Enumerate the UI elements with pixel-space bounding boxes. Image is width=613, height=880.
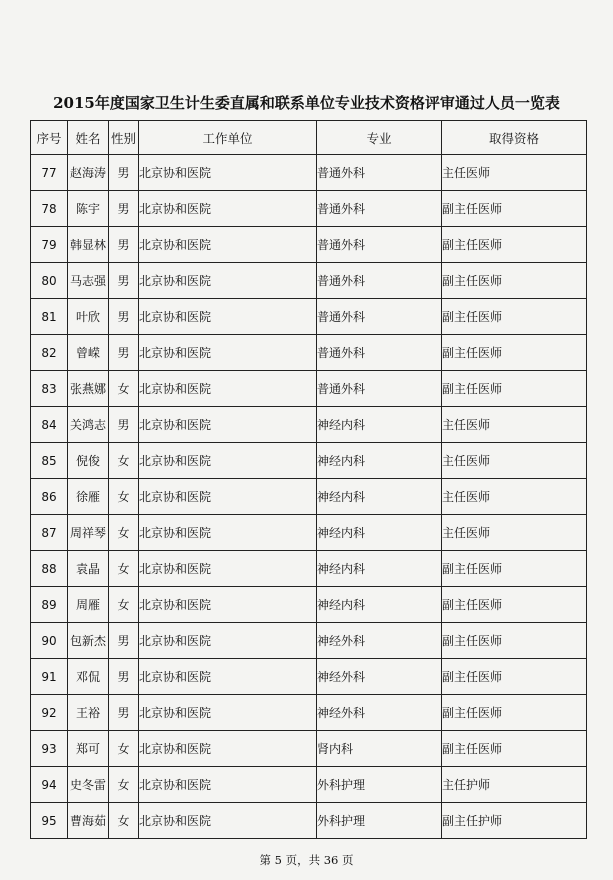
cell-row-number: 80 xyxy=(31,263,68,299)
cell-work-unit: 北京协和医院 xyxy=(139,587,317,623)
cell-work-unit: 北京协和医院 xyxy=(139,155,317,191)
cell-row-number: 81 xyxy=(31,299,68,335)
cell-qualification: 副主任医师 xyxy=(442,587,587,623)
table-row xyxy=(31,587,587,623)
cell-row-number: 89 xyxy=(31,587,68,623)
cell-row-number: 88 xyxy=(31,551,68,587)
cell-row-number: 92 xyxy=(31,695,68,731)
cell-row-number: 86 xyxy=(31,479,68,515)
table-row xyxy=(31,731,587,767)
cell-work-unit: 北京协和医院 xyxy=(139,659,317,695)
table-row xyxy=(31,515,587,551)
table-row xyxy=(31,407,587,443)
cell-qualification: 副主任医师 xyxy=(442,659,587,695)
cell-row-number: 77 xyxy=(31,155,68,191)
cell-person-name: 王裕 xyxy=(68,695,109,731)
cell-qualification: 主任护师 xyxy=(442,767,587,803)
cell-person-name: 包新杰 xyxy=(68,623,109,659)
cell-person-name: 袁晶 xyxy=(68,551,109,587)
cell-person-name: 史冬雷 xyxy=(68,767,109,803)
cell-row-number: 78 xyxy=(31,191,68,227)
table-row xyxy=(31,623,587,659)
cell-specialty: 普通外科 xyxy=(317,335,442,371)
cell-qualification: 副主任医师 xyxy=(442,299,587,335)
column-header-qualification: 取得资格 xyxy=(442,121,587,155)
table-row xyxy=(31,299,587,335)
cell-person-name: 周祥琴 xyxy=(68,515,109,551)
cell-qualification: 副主任医师 xyxy=(442,695,587,731)
cell-qualification: 副主任医师 xyxy=(442,191,587,227)
cell-row-number: 93 xyxy=(31,731,68,767)
cell-row-number: 85 xyxy=(31,443,68,479)
cell-work-unit: 北京协和医院 xyxy=(139,407,317,443)
cell-specialty: 神经内科 xyxy=(317,407,442,443)
cell-person-name: 张燕娜 xyxy=(68,371,109,407)
cell-gender: 女 xyxy=(109,587,139,623)
table-row xyxy=(31,443,587,479)
cell-person-name: 郑可 xyxy=(68,731,109,767)
cell-specialty: 神经内科 xyxy=(317,479,442,515)
cell-person-name: 关鸿志 xyxy=(68,407,109,443)
cell-row-number: 83 xyxy=(31,371,68,407)
table-row xyxy=(31,479,587,515)
cell-specialty: 普通外科 xyxy=(317,227,442,263)
cell-specialty: 普通外科 xyxy=(317,263,442,299)
cell-work-unit: 北京协和医院 xyxy=(139,299,317,335)
cell-specialty: 普通外科 xyxy=(317,155,442,191)
cell-gender: 男 xyxy=(109,227,139,263)
cell-work-unit: 北京协和医院 xyxy=(139,767,317,803)
cell-qualification: 主任医师 xyxy=(442,407,587,443)
table-row xyxy=(31,551,587,587)
cell-qualification: 副主任医师 xyxy=(442,371,587,407)
cell-work-unit: 北京协和医院 xyxy=(139,515,317,551)
table-row xyxy=(31,191,587,227)
cell-specialty: 神经外科 xyxy=(317,695,442,731)
cell-specialty: 普通外科 xyxy=(317,299,442,335)
cell-gender: 女 xyxy=(109,731,139,767)
cell-gender: 男 xyxy=(109,407,139,443)
cell-work-unit: 北京协和医院 xyxy=(139,731,317,767)
column-header-number: 序号 xyxy=(31,121,68,155)
cell-gender: 男 xyxy=(109,695,139,731)
cell-specialty: 神经外科 xyxy=(317,623,442,659)
cell-work-unit: 北京协和医院 xyxy=(139,443,317,479)
cell-work-unit: 北京协和医院 xyxy=(139,263,317,299)
column-header-gender: 性别 xyxy=(109,121,139,155)
page-number: 第 5 页，共 36 页 xyxy=(259,853,354,867)
column-header-name: 姓名 xyxy=(68,121,109,155)
cell-specialty: 神经内科 xyxy=(317,515,442,551)
cell-work-unit: 北京协和医院 xyxy=(139,803,317,839)
cell-person-name: 韩显林 xyxy=(68,227,109,263)
cell-person-name: 邓侃 xyxy=(68,659,109,695)
cell-person-name: 倪俊 xyxy=(68,443,109,479)
cell-person-name: 叶欣 xyxy=(68,299,109,335)
cell-row-number: 84 xyxy=(31,407,68,443)
cell-row-number: 91 xyxy=(31,659,68,695)
cell-specialty: 神经外科 xyxy=(317,659,442,695)
document-title: 2015年度国家卫生计生委直属和联系单位专业技术资格评审通过人员一览表 xyxy=(53,94,560,112)
cell-person-name: 徐雁 xyxy=(68,479,109,515)
cell-specialty: 普通外科 xyxy=(317,371,442,407)
cell-qualification: 副主任医师 xyxy=(442,623,587,659)
cell-person-name: 周雁 xyxy=(68,587,109,623)
cell-row-number: 94 xyxy=(31,767,68,803)
table-row xyxy=(31,227,587,263)
table-row xyxy=(31,767,587,803)
cell-gender: 女 xyxy=(109,767,139,803)
cell-qualification: 副主任医师 xyxy=(442,263,587,299)
cell-qualification: 主任医师 xyxy=(442,155,587,191)
cell-qualification: 主任医师 xyxy=(442,515,587,551)
cell-gender: 女 xyxy=(109,515,139,551)
cell-person-name: 陈宇 xyxy=(68,191,109,227)
cell-qualification: 副主任医师 xyxy=(442,227,587,263)
table-row xyxy=(31,695,587,731)
cell-specialty: 神经内科 xyxy=(317,443,442,479)
cell-qualification: 副主任医师 xyxy=(442,335,587,371)
cell-row-number: 79 xyxy=(31,227,68,263)
cell-gender: 男 xyxy=(109,659,139,695)
cell-row-number: 95 xyxy=(31,803,68,839)
table-row xyxy=(31,263,587,299)
roster-table xyxy=(30,120,587,839)
cell-work-unit: 北京协和医院 xyxy=(139,695,317,731)
cell-work-unit: 北京协和医院 xyxy=(139,371,317,407)
cell-person-name: 曾嵘 xyxy=(68,335,109,371)
cell-specialty: 神经内科 xyxy=(317,551,442,587)
cell-qualification: 主任医师 xyxy=(442,443,587,479)
cell-work-unit: 北京协和医院 xyxy=(139,551,317,587)
cell-gender: 女 xyxy=(109,551,139,587)
cell-gender: 女 xyxy=(109,371,139,407)
cell-person-name: 赵海涛 xyxy=(68,155,109,191)
column-header-specialty: 专业 xyxy=(317,121,442,155)
cell-qualification: 副主任医师 xyxy=(442,731,587,767)
table-row xyxy=(31,155,587,191)
cell-gender: 女 xyxy=(109,803,139,839)
header-row xyxy=(31,121,587,155)
cell-gender: 男 xyxy=(109,263,139,299)
table-row xyxy=(31,803,587,839)
cell-specialty: 神经内科 xyxy=(317,587,442,623)
cell-qualification: 副主任医师 xyxy=(442,551,587,587)
table-row xyxy=(31,371,587,407)
cell-gender: 男 xyxy=(109,299,139,335)
cell-specialty: 肾内科 xyxy=(317,731,442,767)
cell-work-unit: 北京协和医院 xyxy=(139,335,317,371)
cell-qualification: 主任医师 xyxy=(442,479,587,515)
cell-row-number: 82 xyxy=(31,335,68,371)
cell-specialty: 外科护理 xyxy=(317,803,442,839)
cell-gender: 男 xyxy=(109,191,139,227)
table-row xyxy=(31,659,587,695)
cell-qualification: 副主任护师 xyxy=(442,803,587,839)
cell-gender: 男 xyxy=(109,623,139,659)
cell-gender: 男 xyxy=(109,155,139,191)
cell-person-name: 马志强 xyxy=(68,263,109,299)
cell-specialty: 外科护理 xyxy=(317,767,442,803)
cell-gender: 女 xyxy=(109,479,139,515)
column-header-work-unit: 工作单位 xyxy=(139,121,317,155)
roster-body xyxy=(31,155,587,839)
cell-row-number: 87 xyxy=(31,515,68,551)
cell-gender: 男 xyxy=(109,335,139,371)
cell-work-unit: 北京协和医院 xyxy=(139,191,317,227)
cell-person-name: 曹海茹 xyxy=(68,803,109,839)
cell-work-unit: 北京协和医院 xyxy=(139,623,317,659)
cell-row-number: 90 xyxy=(31,623,68,659)
cell-specialty: 普通外科 xyxy=(317,191,442,227)
cell-gender: 女 xyxy=(109,443,139,479)
cell-work-unit: 北京协和医院 xyxy=(139,227,317,263)
table-row xyxy=(31,335,587,371)
cell-work-unit: 北京协和医院 xyxy=(139,479,317,515)
